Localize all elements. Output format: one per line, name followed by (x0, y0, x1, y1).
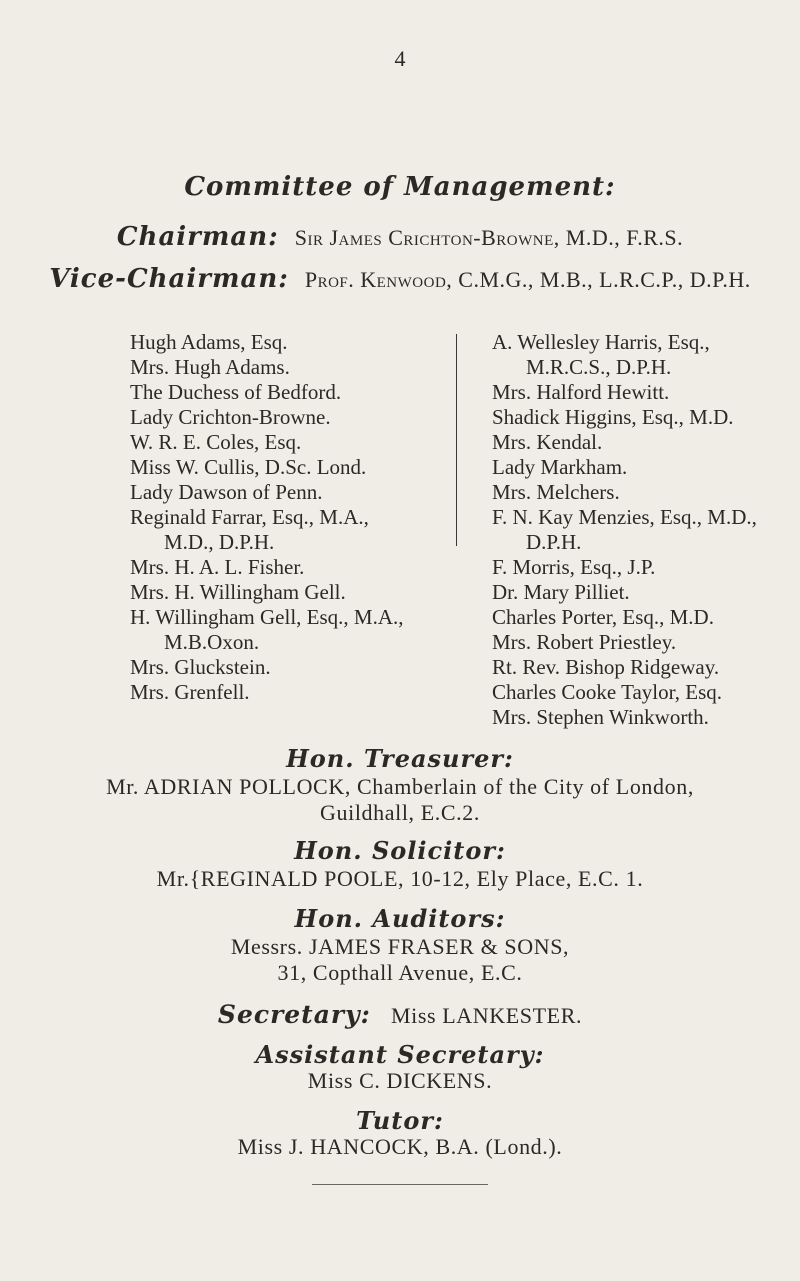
chairman-line (0, 222, 800, 252)
committee-member: Mrs. Gluckstein. (130, 655, 271, 679)
secretary-line (0, 1000, 800, 1029)
committee-list-left (130, 330, 404, 705)
committee-member: The Duchess of Bedford. (130, 380, 342, 404)
solicitor-line-1: Mr.{REGINALD POOLE, 10-12, Ely Place, E.C. 1. (156, 866, 644, 891)
committee-member: W. R. E. Coles, Esq. (130, 430, 302, 454)
committee-member: F. Morris, Esq., J.P. (492, 555, 656, 579)
tutor-name: Miss J. HANCOCK, B.A. (Lond.). (237, 1134, 563, 1159)
assistant-secretary-title: Assistant Secretary: (255, 1040, 545, 1069)
committee-member: Mrs. Grenfell. (130, 680, 250, 704)
auditors-line-2: 31, Copthall Avenue, E.C. (277, 960, 523, 985)
committee-member: Rt. Rev. Bishop Ridgeway. (492, 655, 720, 679)
committee-member: F. N. Kay Menzies, Esq., M.D., (492, 505, 757, 529)
page-number: 4 (394, 46, 406, 71)
treasurer-line-1: Mr. ADRIAN POLLOCK, Chamberlain of the City of London, (106, 774, 694, 799)
tutor-title: Tutor: (356, 1106, 444, 1135)
committee-member: Mrs. Melchers. (492, 480, 620, 504)
vice-chairman-line (0, 264, 800, 294)
column-divider (456, 334, 457, 546)
committee-member-continued: M.D., D.P.H. (164, 530, 275, 554)
committee-member: Shadick Higgins, Esq., M.D. (492, 405, 734, 429)
treasurer-line-2: Guildhall, E.C.2. (320, 800, 480, 825)
committee-member: H. Willingham Gell, Esq., M.A., (130, 605, 404, 629)
committee-list-right (492, 330, 757, 730)
committee-member: Mrs. Robert Priestley. (492, 630, 677, 654)
committee-member-continued: D.P.H. (526, 530, 582, 554)
auditors-title: Hon. Auditors: (294, 904, 506, 933)
committee-member: Miss W. Cullis, D.Sc. Lond. (130, 455, 367, 479)
committee-member: A. Wellesley Harris, Esq., (492, 330, 710, 354)
committee-member-continued: M.R.C.S., D.P.H. (526, 355, 672, 379)
committee-title: Committee of Management: (184, 172, 616, 202)
treasurer-title: Hon. Treasurer: (286, 744, 514, 773)
committee-member: Reginald Farrar, Esq., M.A., (130, 505, 369, 529)
committee-member-continued: M.B.Oxon. (164, 630, 260, 654)
committee-member: Mrs. H. Willingham Gell. (130, 580, 346, 604)
vice-chairman-label: Vice-Chairman: (49, 264, 289, 294)
section-divider (312, 1184, 488, 1185)
committee-member: Dr. Mary Pilliet. (492, 580, 630, 604)
committee-member: Hugh Adams, Esq. (130, 330, 288, 354)
committee-member: Lady Crichton-Browne. (130, 405, 331, 429)
committee-member: Lady Dawson of Penn. (130, 480, 323, 504)
committee-member: Mrs. Kendal. (492, 430, 603, 454)
committee-member: Mrs. Stephen Winkworth. (492, 705, 709, 729)
committee-member: Charles Porter, Esq., M.D. (492, 605, 714, 629)
committee-member: Mrs. Hugh Adams. (130, 355, 290, 379)
committee-member: Mrs. Halford Hewitt. (492, 380, 670, 404)
chairman-name: Sir James Crichton-Browne, M.D., F.R.S. (294, 225, 684, 250)
assistant-secretary-name: Miss C. DICKENS. (307, 1068, 493, 1093)
committee-member: Mrs. H. A. L. Fisher. (130, 555, 305, 579)
secretary-title: Secretary: (217, 1000, 371, 1029)
solicitor-title: Hon. Solicitor: (294, 836, 506, 865)
committee-member: Charles Cooke Taylor, Esq. (492, 680, 723, 704)
committee-member: Lady Markham. (492, 455, 628, 479)
chairman-label: Chairman: (116, 222, 279, 252)
secretary-name: Miss LANKESTER. (390, 1003, 583, 1028)
vice-chairman-name: Prof. Kenwood, C.M.G., M.B., L.R.C.P., D.P.H. (304, 267, 751, 292)
auditors-line-1: Messrs. JAMES FRASER & SONS, (230, 934, 570, 959)
